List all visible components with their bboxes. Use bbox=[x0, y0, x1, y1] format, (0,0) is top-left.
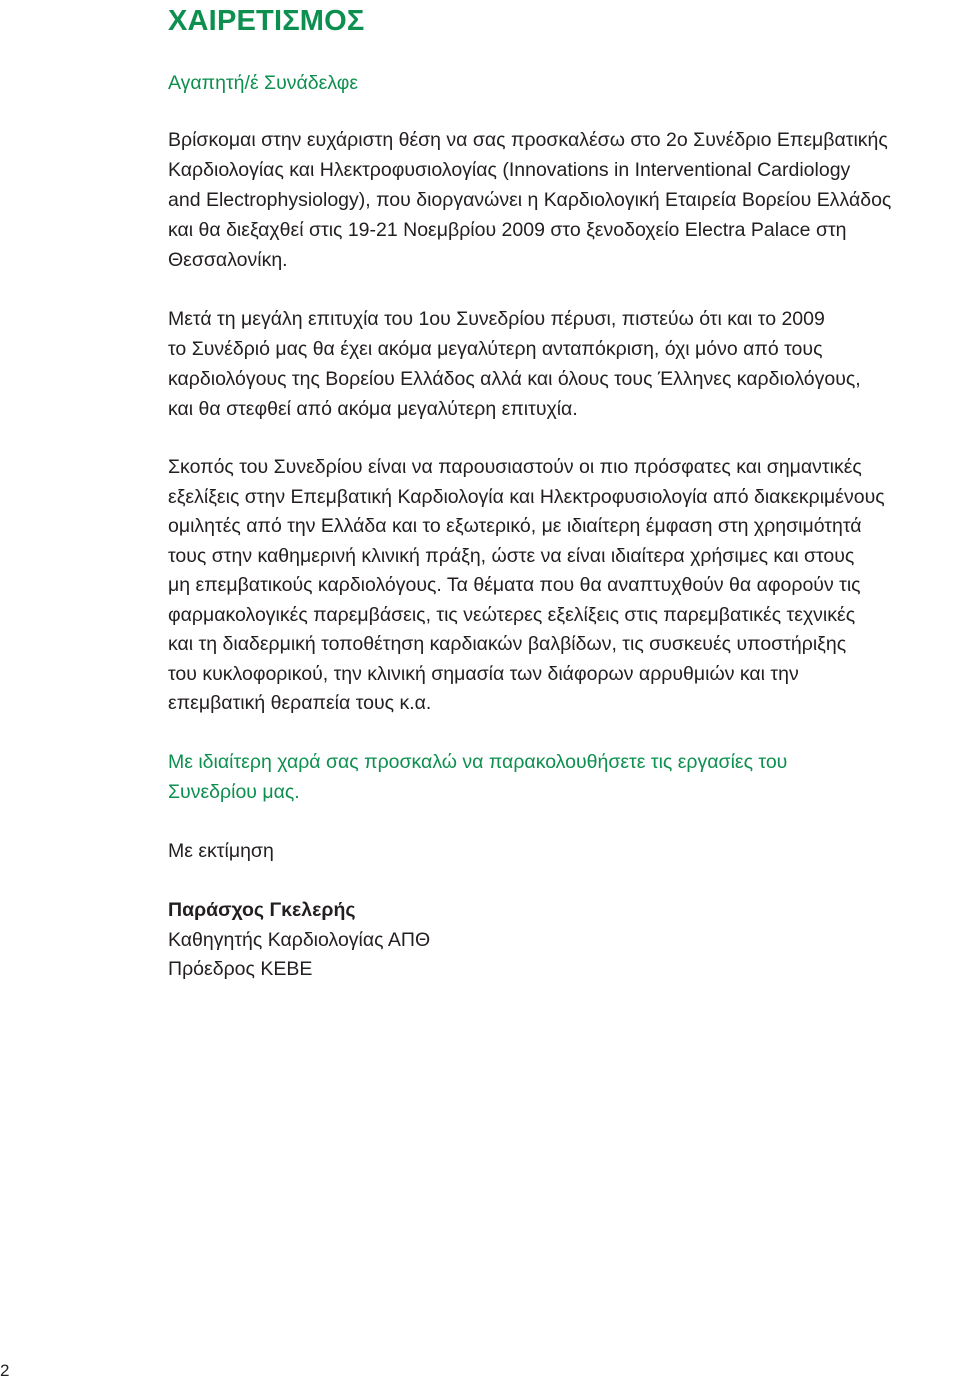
invitation-line: Συνεδρίου μας. bbox=[168, 781, 300, 803]
page-title: ΧΑΙΡΕΤΙΣΜΟΣ bbox=[168, 5, 365, 37]
paragraph-1-line: Θεσσαλονίκη. bbox=[168, 249, 288, 271]
signature-name: Παράσχος Γκελερής bbox=[168, 899, 356, 921]
signature-role: Πρόεδρος ΚΕΒΕ bbox=[168, 958, 313, 980]
paragraph-2-line: Μετά τη μεγάλη επιτυχία του 1ου Συνεδρίου πέρυσι, πιστεύω ότι και το 2009 bbox=[168, 308, 825, 330]
greeting: Αγαπητή/έ Συνάδελφε bbox=[168, 72, 359, 94]
paragraph-1-line: Καρδιολογίας και Ηλεκτροφυσιολογίας (Innovations in Interventional Cardiology bbox=[168, 159, 851, 181]
paragraph-1-line: and Electrophysiology), που διοργανώνει η Καρδιολογική Εταιρεία Βορείου Ελλάδος bbox=[168, 189, 892, 211]
page-number: 2 bbox=[0, 1361, 10, 1380]
paragraph-1-line: Βρίσκομαι στην ευχάριστη θέση να σας προσκαλέσω στο 2ο Συνέδριο Επεμβατικής bbox=[168, 129, 888, 151]
paragraph-2-line: καρδιολόγους της Βορείου Ελλάδος αλλά και όλους τους Έλληνες καρδιολόγους, bbox=[168, 368, 861, 390]
paragraph-3-line: μη επεμβατικούς καρδιολόγους. Τα θέματα που θα αναπτυχθούν θα αφορούν τις bbox=[168, 574, 861, 596]
paragraph-1-line: και θα διεξαχθεί στις 19-21 Νοεμβρίου 2009 στο ξενοδοχείο Electra Palace στη bbox=[168, 219, 847, 241]
paragraph-3-line: επεμβατική θεραπεία τους κ.α. bbox=[168, 692, 432, 714]
paragraph-3-line: τους στην καθημερινή κλινική πράξη, ώστε να είναι ιδιαίτερα χρήσιμες και στους bbox=[168, 545, 855, 567]
closing-text: Με εκτίμηση bbox=[168, 840, 274, 862]
paragraph-2-line: το Συνέδριό μας θα έχει ακόμα μεγαλύτερη ανταπόκριση, όχι μόνο από τους bbox=[168, 338, 823, 360]
paragraph-2-line: και θα στεφθεί από ακόμα μεγαλύτερη επιτυχία. bbox=[168, 398, 578, 420]
invitation-line: Με ιδιαίτερη χαρά σας προσκαλώ να παρακολουθήσετε τις εργασίες του bbox=[168, 751, 788, 773]
paragraph-3-line: του κυκλοφορικού, την κλινική σημασία των διάφορων αρρυθμιών και την bbox=[168, 663, 799, 685]
signature-position: Καθηγητής Καρδιολογίας ΑΠΘ bbox=[168, 929, 431, 951]
paragraph-3-line: φαρμακολογικές παρεμβάσεις, τις νεώτερες εξελίξεις στις παρεμβατικές τεχνικές bbox=[168, 604, 856, 626]
paragraph-3-line: Σκοπός του Συνεδρίου είναι να παρουσιαστούν οι πιο πρόσφατες και σημαντικές bbox=[168, 456, 862, 478]
paragraph-3-line: και τη διαδερμική τοποθέτηση καρδιακών βαλβίδων, τις συσκευές υποστήριξης bbox=[168, 633, 847, 655]
paragraph-3-line: ομιλητές από την Ελλάδα και το εξωτερικό, με ιδιαίτερη έμφαση στη χρησιμότητά bbox=[168, 515, 862, 537]
paragraph-3-line: εξελίξεις στην Επεμβατική Καρδιολογία και Ηλεκτροφυσιολογία από διακεκριμένους bbox=[168, 486, 885, 508]
